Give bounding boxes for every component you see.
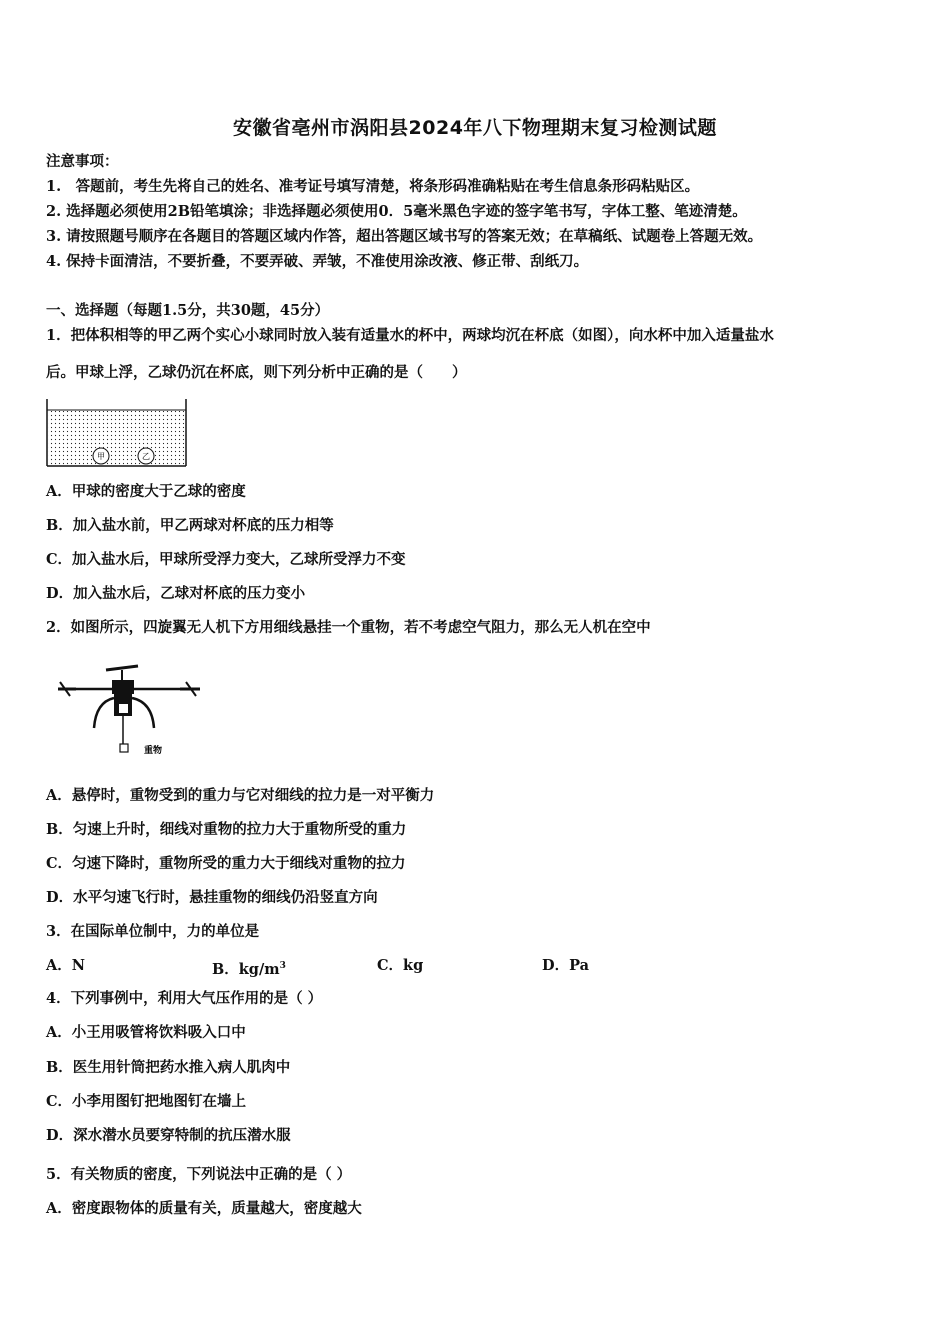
q3-stem: 3．在国际单位制中，力的单位是 — [46, 923, 260, 940]
q2-drone-figure — [56, 662, 206, 762]
q5-option-a: A．密度跟物体的质量有关，质量越大，密度越大 — [46, 1200, 362, 1217]
notice-item-1: 1. 答题前，考生先将自己的姓名、准考证号填写清楚，将条形码准确粘贴在考生信息条形码粘贴区。 — [46, 178, 700, 195]
q1-option-b: B．加入盐水前，甲乙两球对杯底的压力相等 — [46, 517, 334, 534]
notice-item-2: 2. 选择题必须使用2B铅笔填涂；非选择题必须使用0．5毫米黑色字迹的签字笔书写，字体工整、笔迹清楚。 — [46, 203, 747, 220]
q1-stem-line1: 1．把体积相等的甲乙两个实心小球同时放入装有适量水的杯中，两球均沉在杯底（如图），向水杯中加入适量盐水 — [46, 327, 774, 344]
q2-option-d: D．水平匀速飞行时，悬挂重物的细线仍沿竖直方向 — [46, 889, 378, 906]
q2-option-b: B．匀速上升时，细线对重物的拉力大于重物所受的重力 — [46, 821, 407, 838]
weight-label: 重物 — [144, 746, 163, 756]
q4-stem: 4．下列事例中，利用大气压作用的是（ ） — [46, 990, 323, 1007]
section-heading: 一、选择题（每题1.5分，共30题，45分） — [46, 302, 330, 319]
page-title: 安徽省亳州市涡阳县2024年八下物理期末复习检测试题 — [233, 117, 717, 139]
ball-a-label: 甲 — [97, 452, 105, 461]
q4-option-b: B．医生用针筒把药水推入病人肌肉中 — [46, 1059, 291, 1076]
q4-option-c: C．小李用图钉把地图钉在墙上 — [46, 1093, 247, 1110]
q2-option-c: C．匀速下降时，重物所受的重力大于细线对重物的拉力 — [46, 855, 406, 872]
q3-option-b-text: B．kg/m — [212, 960, 280, 978]
q4-option-d: D．深水潜水员要穿特制的抗压潜水服 — [46, 1127, 291, 1144]
q1-option-a: A．甲球的密度大于乙球的密度 — [46, 483, 246, 500]
q5-stem: 5．有关物质的密度，下列说法中正确的是（ ） — [46, 1166, 352, 1183]
ball-b-label: 乙 — [142, 452, 150, 461]
q3-option-a: A．N — [46, 957, 86, 974]
q1-stem-line2: 后。甲球上浮，乙球仍沉在杯底，则下列分析中正确的是（ ） — [46, 364, 467, 381]
notice-item-3: 3. 请按照题号顺序在各题目的答题区域内作答，超出答题区域书写的答案无效；在草稿纸、试题卷上答题无效。 — [46, 228, 763, 245]
q2-option-a: A．悬停时，重物受到的重力与它对细线的拉力是一对平衡力 — [46, 787, 435, 804]
q1-option-c: C．加入盐水后，甲球所受浮力变大，乙球所受浮力不变 — [46, 551, 406, 568]
q4-option-a: A．小王用吸管将饮料吸入口中 — [46, 1024, 246, 1041]
q3-option-b-sup: 3 — [279, 961, 286, 971]
q3-option-d: D．Pa — [542, 957, 589, 974]
q1-option-d: D．加入盐水后，乙球对杯底的压力变小 — [46, 585, 306, 602]
q3-option-c: C．kg — [377, 957, 424, 974]
notice-item-4: 4. 保持卡面清洁，不要折叠，不要弄破、弄皱，不准使用涂改液、修正带、刮纸刀。 — [46, 253, 589, 270]
q2-stem: 2．如图所示，四旋翼无人机下方用细线悬挂一个重物，若不考虑空气阻力，那么无人机在空中 — [46, 619, 651, 636]
q3-option-b — [212, 956, 286, 980]
notice-heading: 注意事项： — [46, 153, 119, 170]
q1-beaker-figure — [46, 398, 188, 468]
